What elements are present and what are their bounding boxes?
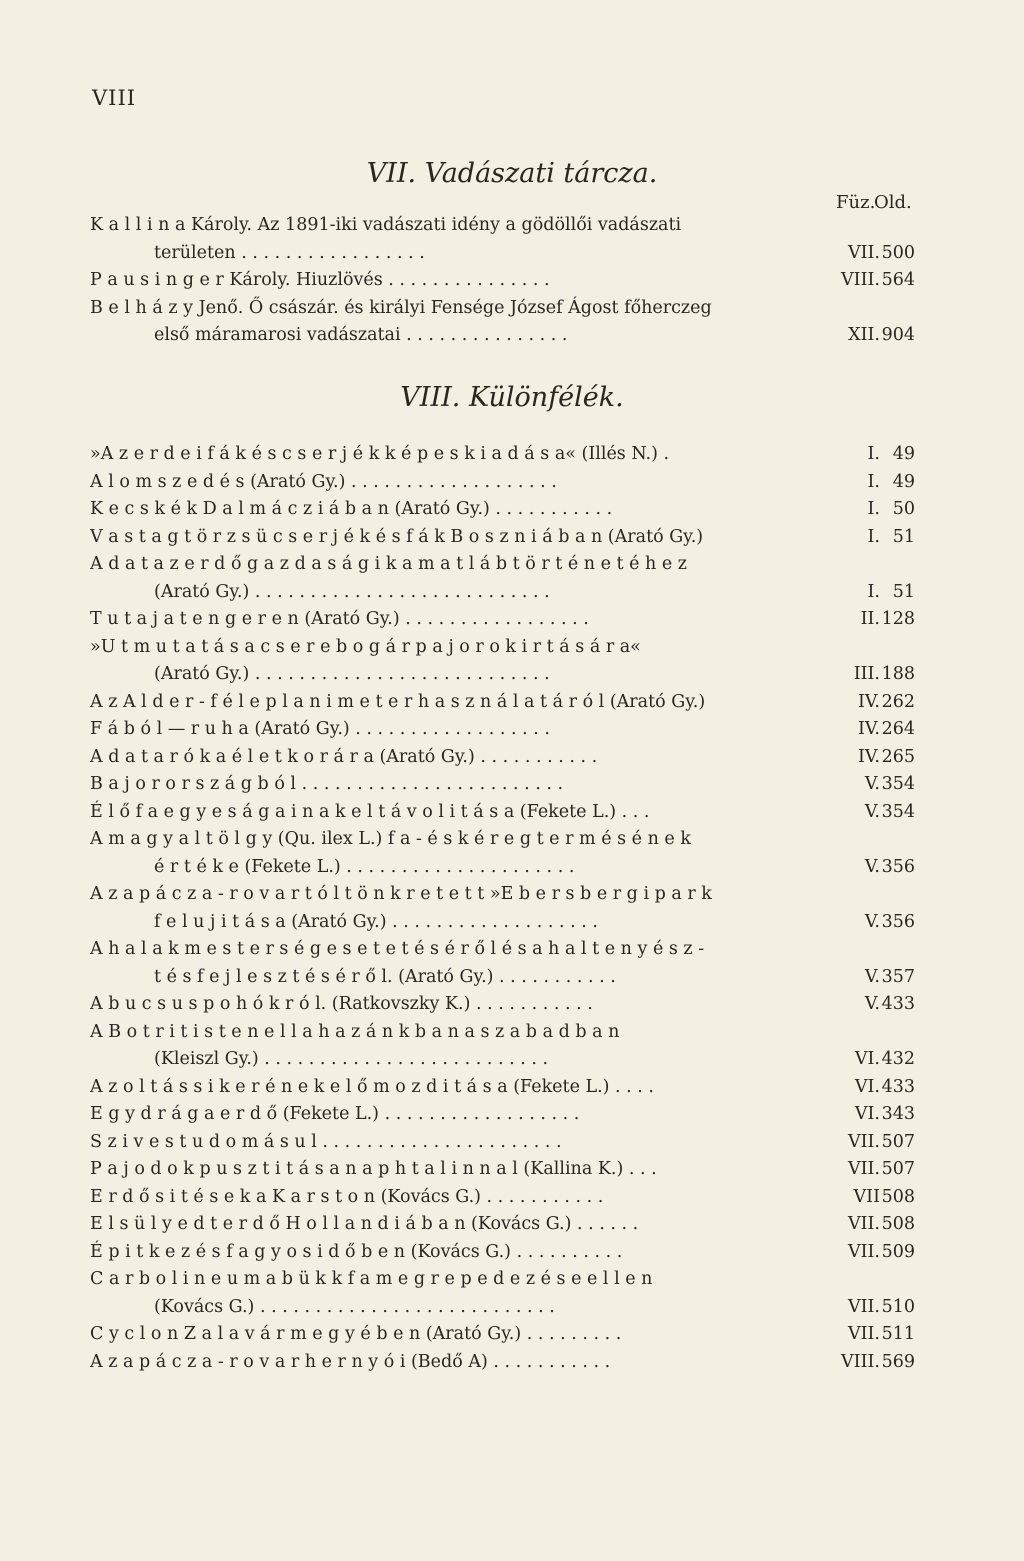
entry-title: A h a l a k m e s t e r s é g e s e t e t é s é r ő l é s a h a l t e n y é s z - [90, 939, 705, 959]
entry-page: 356 [881, 911, 915, 932]
entry-title: T u t a j a t e n g e r e n (Arató Gy.) . . . . . . . . . . . . . . . . . [90, 609, 589, 629]
entry-page: 51 [892, 526, 915, 547]
entry-page: 509 [881, 1241, 915, 1262]
entry-volume: VII [853, 1186, 880, 1207]
entry-title: K a l l i n a Károly. Az 1891-iki vadászati idény a gödöllői vadászati [90, 215, 682, 235]
entry-volume: VIII. [841, 1351, 880, 1372]
entry-volume: VI. [854, 1076, 880, 1097]
entry-volume: V. [864, 994, 880, 1014]
toc-entry [90, 1156, 915, 1184]
column-header-page: Old. [874, 192, 912, 213]
entry-title-continued: (Kleiszl Gy.) . . . . . . . . . . . . . . . . . . . . . . . . . . [154, 1049, 549, 1069]
entry-page: 265 [881, 746, 915, 767]
entry-title-continued: é r t é k e (Fekete L.) . . . . . . . . . . . . . . . . . . . . . [154, 856, 575, 877]
toc-entry [90, 716, 915, 744]
entry-title: A d a t a r ó k a é l e t k o r á r a (Arató Gy.) . . . . . . . . . . . [90, 746, 598, 767]
entry-title: »U t m u t a t á s a c s e r e b o g á r p a j o r o k i r t á s á r a« [90, 636, 641, 657]
entry-volume: I. [867, 444, 880, 464]
toc-entry [90, 1266, 915, 1321]
entry-title: F á b ó l — r u h a (Arató Gy.) . . . . . . . . . . . . . . . . . . [90, 719, 550, 739]
entry-title: A m a g y a l t ö l g y (Qu. ilex L.) f a - é s k é r e g t e r m é s é n e k [90, 829, 691, 849]
entry-title: »A z e r d e i f á k é s c s e r j é k k é p e s k i a d á s a« (Illés N.) . [90, 444, 670, 464]
toc-entry [90, 936, 915, 991]
toc-entry [90, 1129, 915, 1157]
toc-entry [90, 267, 915, 295]
toc-entry [90, 826, 915, 881]
toc-entry [90, 1239, 915, 1267]
entry-volume: XII. [848, 325, 880, 345]
entry-volume: VII. [847, 1324, 880, 1344]
entry-title: E r d ő s i t é s e k a K a r s t o n (Kovács G.) . . . . . . . . . . . [90, 1186, 604, 1207]
entry-page: 128 [881, 609, 915, 629]
entry-page: 49 [892, 444, 915, 464]
page-number: VIII [92, 86, 137, 110]
entry-volume: VII. [847, 1241, 880, 1262]
section-title-vii: VII. Vadászati tárcza. [366, 158, 658, 189]
toc-entry [90, 295, 915, 350]
entry-page: 356 [881, 856, 915, 877]
toc-entry [90, 606, 915, 634]
entry-title-continued: (Arató Gy.) . . . . . . . . . . . . . . . . . . . . . . . . . . . [154, 581, 550, 602]
entry-title: K e c s k é k D a l m á c z i á b a n (Arató Gy.) . . . . . . . . . . . [90, 499, 613, 519]
entry-page: 569 [881, 1351, 915, 1372]
entry-volume: VII. [847, 242, 880, 263]
entry-page: 564 [881, 270, 915, 290]
entry-title: A z o l t á s s i k e r é n e k e l ő m o z d i t á s a (Fekete L.) . . . . [90, 1076, 654, 1097]
entry-title-continued: területen . . . . . . . . . . . . . . . . . [154, 242, 425, 263]
entry-title: P a j o d o k p u s z t i t á s a n a p h t a l i n n a l (Kallina K.) . . . [90, 1159, 657, 1179]
entry-title: C y c l o n Z a l a v á r m e g y é b e n (Arató Gy.) . . . . . . . . . [90, 1324, 622, 1344]
entry-title: A B o t r i t i s t e n e l l a h a z á n k b a n a s z a b a d b a n [90, 1021, 620, 1042]
entry-volume: I. [867, 499, 880, 519]
entry-page: 50 [892, 499, 915, 519]
entry-page: 508 [881, 1186, 915, 1207]
entry-page: 264 [881, 719, 915, 739]
entry-title-continued: f e l u j i t á s a (Arató Gy.) . . . . . . . . . . . . . . . . . . . [154, 911, 598, 932]
entry-page: 188 [881, 664, 915, 684]
entry-volume: III. [853, 664, 880, 684]
toc-entry [90, 496, 915, 524]
entry-page: 354 [881, 774, 915, 794]
entry-title: P a u s i n g e r Károly. Hiuzlövés . . . . . . . . . . . . . . . [90, 270, 550, 290]
entry-title: A z A l d e r - f é l e p l a n i m e t e r h a s z n á l a t á r ó l (Arató Gy.) [90, 691, 706, 712]
entry-volume: I. [867, 581, 880, 602]
toc-entry [90, 881, 915, 936]
toc-entry [90, 1074, 915, 1102]
entry-page: 507 [881, 1159, 915, 1179]
toc-entry [90, 799, 915, 827]
entry-title-continued: t é s f e j l e s z t é s é r ő l. (Arató Gy.) . . . . . . . . . . . [154, 966, 616, 987]
entry-page: 500 [881, 242, 915, 263]
entry-page: 511 [881, 1324, 915, 1344]
entry-title: A d a t a z e r d ő g a z d a s á g i k a m a t l á b t ö r t é n e t é h e z [90, 554, 688, 574]
toc-entry [90, 551, 915, 606]
entry-title: E g y d r á g a e r d ő (Fekete L.) . . . . . . . . . . . . . . . . . . [90, 1104, 580, 1124]
toc-entry [90, 1211, 915, 1239]
entry-title: V a s t a g t ö r z s ü c s e r j é k é s f á k B o s z n i á b a n (Arató Gy.) [90, 526, 704, 547]
toc-entry [90, 469, 915, 497]
entry-volume: IV. [857, 691, 880, 712]
entry-title-continued: (Kovács G.) . . . . . . . . . . . . . . . . . . . . . . . . . . . [154, 1296, 555, 1317]
entry-title: C a r b o l i n e u m a b ü k k f a m e g r e p e d e z é s e e l l e n [90, 1269, 653, 1289]
entry-title: É p i t k e z é s f a g y o s i d ő b e n (Kovács G.) . . . . . . . . . . [90, 1241, 623, 1262]
entry-title: A b u c s u s p o h ó k r ó l. (Ratkovszky K.) . . . . . . . . . . . [90, 994, 593, 1014]
toc-entry [90, 1349, 915, 1377]
entry-volume: IV. [857, 746, 880, 767]
entry-volume: VI. [854, 1104, 880, 1124]
toc-entry [90, 1321, 915, 1349]
entry-volume: V. [864, 966, 880, 987]
entry-title: E l s ü l y e d t e r d ő H o l l a n d i á b a n (Kovács G.) . . . . . . [90, 1214, 639, 1234]
entry-page: 262 [881, 691, 915, 712]
toc-entry [90, 634, 915, 689]
toc-entry [90, 771, 915, 799]
entry-volume: VII. [847, 1159, 880, 1179]
toc-entry [90, 689, 915, 717]
entry-page: 49 [892, 471, 915, 492]
entry-page: 354 [881, 801, 915, 822]
entry-title: É l ő f a e g y e s á g a i n a k e l t á v o l i t á s a (Fekete L.) . . . [90, 801, 650, 822]
entry-volume: VII. [847, 1214, 880, 1234]
entry-page: 432 [881, 1049, 915, 1069]
toc-entry [90, 1184, 915, 1212]
toc-entry [90, 1019, 915, 1074]
entry-page: 51 [892, 581, 915, 602]
toc-entry [90, 441, 915, 469]
entry-volume: IV. [857, 719, 880, 739]
entry-title: B a j o r o r s z á g b ó l . . . . . . . . . . . . . . . . . . . . . . . . [90, 774, 564, 794]
entry-page: 904 [881, 325, 915, 345]
entry-title: A z a p á c z a - r o v a r h e r n y ó i (Bedő A) . . . . . . . . . . . [90, 1351, 611, 1372]
section-title-viii: VIII. Különfélék. [400, 382, 624, 413]
entry-volume: VII. [847, 1296, 880, 1317]
entry-volume: VIII. [841, 270, 880, 290]
column-header-volume: Füz. [836, 192, 876, 213]
toc-entry [90, 212, 915, 267]
entry-title: A z a p á c z a - r o v a r t ó l t ö n k r e t e t t »E b e r s b e r g i p a r k [90, 884, 712, 904]
toc-entry [90, 1101, 915, 1129]
entry-volume: V. [864, 774, 880, 794]
entry-title-continued: első máramarosi vadászatai . . . . . . . . . . . . . . . [154, 325, 568, 345]
entry-page: 508 [881, 1214, 915, 1234]
entry-title: A l o m s z e d é s (Arató Gy.) . . . . . . . . . . . . . . . . . . . [90, 471, 557, 492]
entry-volume: VI. [854, 1049, 880, 1069]
entry-page: 357 [881, 966, 915, 987]
entry-title: S z i v e s t u d o m á s u l . . . . . . . . . . . . . . . . . . . . . . [90, 1131, 562, 1152]
toc-entry [90, 744, 915, 772]
entry-volume: I. [867, 471, 880, 492]
entry-page: 433 [881, 994, 915, 1014]
entry-volume: II. [860, 609, 880, 629]
entry-title-continued: (Arató Gy.) . . . . . . . . . . . . . . . . . . . . . . . . . . . [154, 664, 550, 684]
entry-page: 507 [881, 1131, 915, 1152]
entry-volume: I. [867, 526, 880, 547]
toc-entry [90, 991, 915, 1019]
entry-volume: V. [864, 801, 880, 822]
entry-volume: VII. [847, 1131, 880, 1152]
entry-page: 343 [881, 1104, 915, 1124]
entry-volume: V. [864, 911, 880, 932]
entry-title: B e l h á z y Jenő. Ő császár. és királyi Fensége József Ágost főherczeg [90, 297, 712, 318]
entry-page: 510 [881, 1296, 915, 1317]
entry-page: 433 [881, 1076, 915, 1097]
toc-entry [90, 524, 915, 552]
entry-volume: V. [864, 856, 880, 877]
